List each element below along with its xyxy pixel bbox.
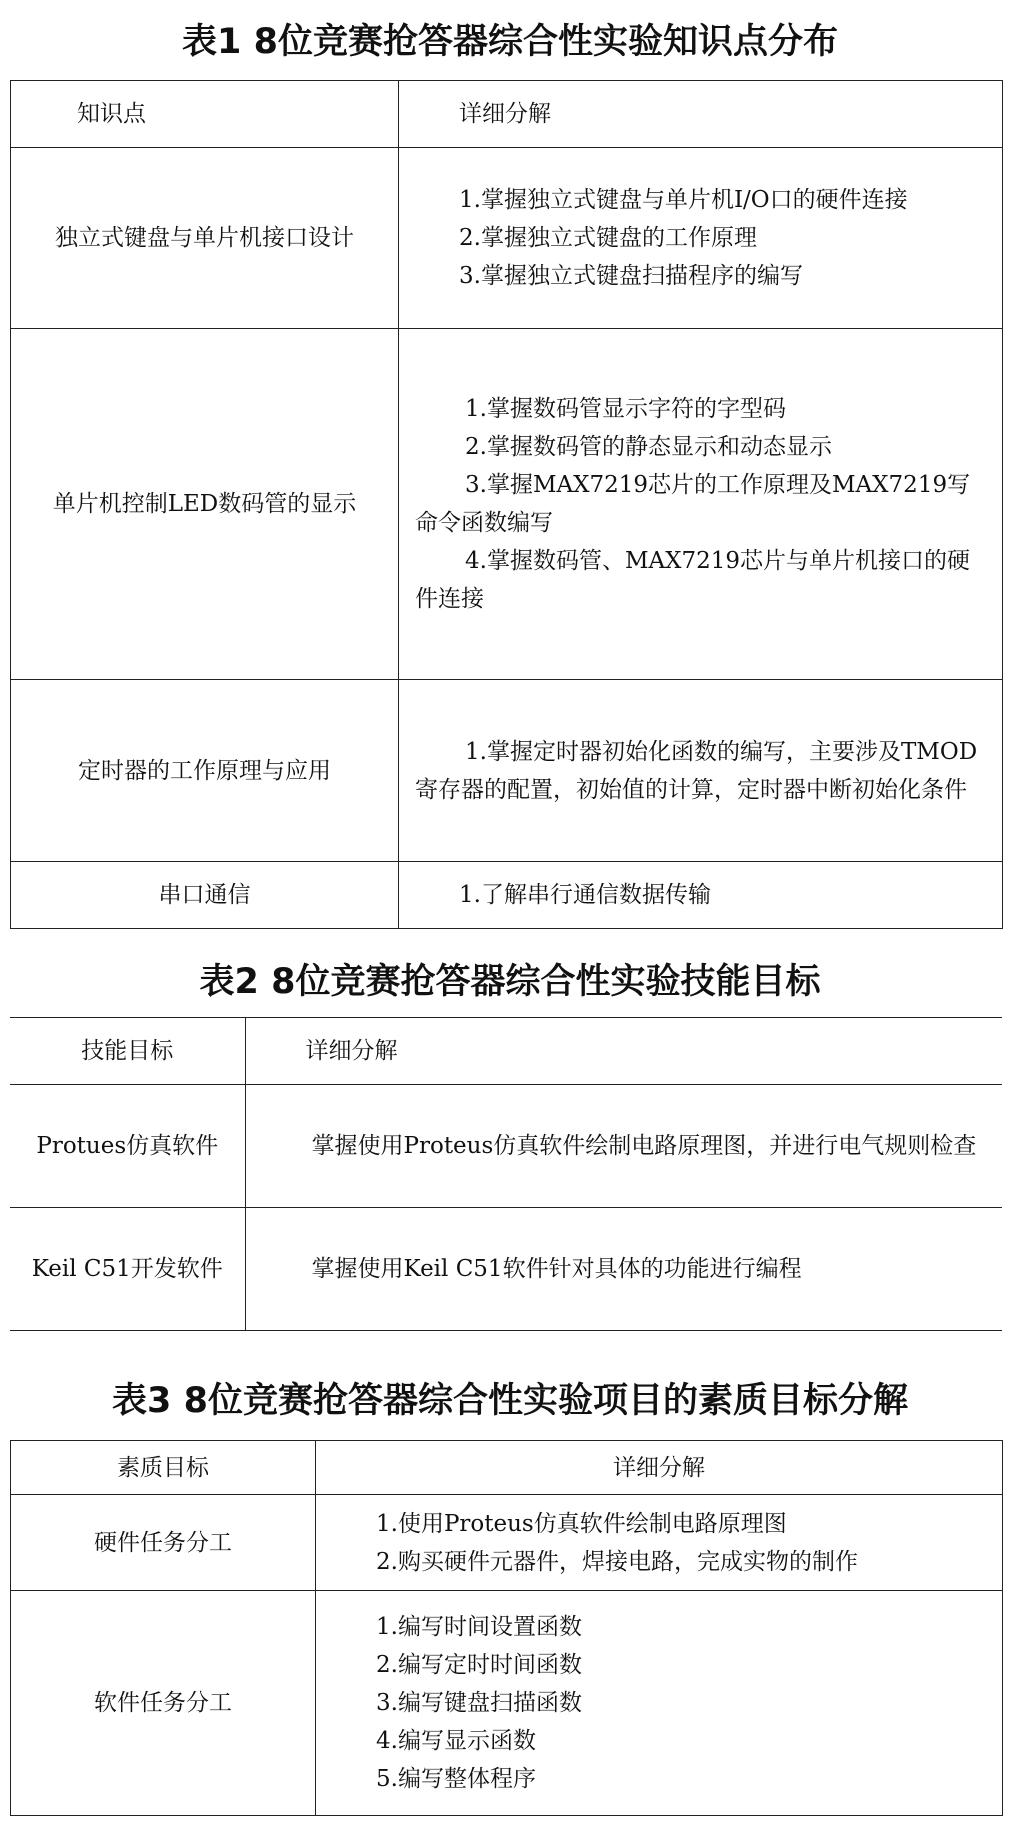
detail-line: 4.编写显示函数 bbox=[376, 1728, 536, 1754]
table1-title: 表1 8位竞赛抢答器综合性实验知识点分布 bbox=[182, 22, 838, 62]
table2-title: 表2 8位竞赛抢答器综合性实验技能目标 bbox=[199, 962, 821, 1002]
detail-line: 2.掌握数码管的静态显示和动态显示 bbox=[465, 434, 832, 460]
detail-line: 3.掌握独立式键盘扫描程序的编写 bbox=[459, 263, 803, 289]
table2 bbox=[10, 1017, 1002, 1331]
table3-header-topic: 素质目标 bbox=[11, 1441, 316, 1495]
table1-row2-topic: 单片机控制LED数码管的显示 bbox=[11, 329, 399, 680]
table2-row1-detail bbox=[245, 1085, 1002, 1208]
table3-row1-details bbox=[316, 1495, 1003, 1591]
table1-row3-topic: 定时器的工作原理与应用 bbox=[11, 680, 399, 862]
table1-row1-topic: 独立式键盘与单片机接口设计 bbox=[11, 148, 399, 329]
table-row bbox=[11, 1591, 1003, 1816]
detail-line: 5.编写整体程序 bbox=[376, 1766, 536, 1792]
table1 bbox=[10, 80, 1003, 929]
table2-row1-topic: Protues仿真软件 bbox=[10, 1085, 245, 1208]
detail-line: 2.购买硬件元器件，焊接电路，完成实物的制作 bbox=[376, 1548, 858, 1575]
table-row bbox=[11, 680, 1003, 862]
table3-row2-details bbox=[316, 1591, 1003, 1816]
detail-line: 3.编写键盘扫描函数 bbox=[376, 1690, 582, 1716]
detail-line: 1.掌握定时器初始化函数的编写，主要涉及TMOD寄存器的配置，初始值的计算，定时器中断初始化条件 bbox=[415, 738, 978, 803]
detail-line: 1.掌握独立式键盘与单片机I/O口的硬件连接 bbox=[459, 187, 908, 213]
detail-line: 1.掌握数码管显示字符的字型码 bbox=[465, 396, 786, 422]
table-row bbox=[11, 329, 1003, 680]
detail-line: 掌握使用Keil C51软件针对具体的功能进行编程 bbox=[311, 1256, 802, 1282]
detail-line: 掌握使用Proteus仿真软件绘制电路原理图，并进行电气规则检查 bbox=[311, 1133, 977, 1159]
table-header-row bbox=[11, 1441, 1003, 1495]
table2-header-detail: 详细分解 bbox=[245, 1018, 1002, 1085]
detail-line: 2.编写定时时间函数 bbox=[376, 1652, 582, 1678]
table-row bbox=[10, 1085, 1002, 1208]
detail-line: 1.编写时间设置函数 bbox=[376, 1614, 582, 1640]
table1-header-topic: 知识点 bbox=[11, 81, 399, 148]
table1-row4-topic: 串口通信 bbox=[11, 862, 399, 929]
table1-row4-details bbox=[399, 862, 1003, 929]
table1-row2-details bbox=[399, 329, 1003, 680]
table2-row2-topic: Keil C51开发软件 bbox=[10, 1208, 245, 1331]
table1-row1-details bbox=[399, 148, 1003, 329]
table3-row1-topic: 硬件任务分工 bbox=[11, 1495, 316, 1591]
table3 bbox=[10, 1440, 1003, 1816]
detail-line: 1.了解串行通信数据传输 bbox=[459, 882, 711, 908]
table3-header-detail: 详细分解 bbox=[316, 1441, 1003, 1495]
table1-header-detail: 详细分解 bbox=[399, 81, 1003, 148]
detail-line: 1.使用Proteus仿真软件绘制电路原理图 bbox=[376, 1510, 787, 1537]
detail-line: 4.掌握数码管、MAX7219芯片与单片机接口的硬件连接 bbox=[415, 548, 971, 612]
detail-line: 3.掌握MAX7219芯片的工作原理及MAX7219写命令函数编写 bbox=[415, 472, 971, 536]
table-header-row bbox=[10, 1018, 1002, 1085]
table3-row2-topic: 软件任务分工 bbox=[11, 1591, 316, 1816]
table-row bbox=[11, 1495, 1003, 1591]
table-row bbox=[10, 1208, 1002, 1331]
table-row bbox=[11, 862, 1003, 929]
table2-header-topic: 技能目标 bbox=[10, 1018, 245, 1085]
table1-row3-details bbox=[399, 680, 1003, 862]
table-header-row bbox=[11, 81, 1003, 148]
detail-line: 2.掌握独立式键盘的工作原理 bbox=[459, 225, 757, 251]
table2-row2-detail bbox=[245, 1208, 1002, 1331]
table3-title: 表3 8位竞赛抢答器综合性实验项目的素质目标分解 bbox=[112, 1381, 908, 1421]
table-row bbox=[11, 148, 1003, 329]
